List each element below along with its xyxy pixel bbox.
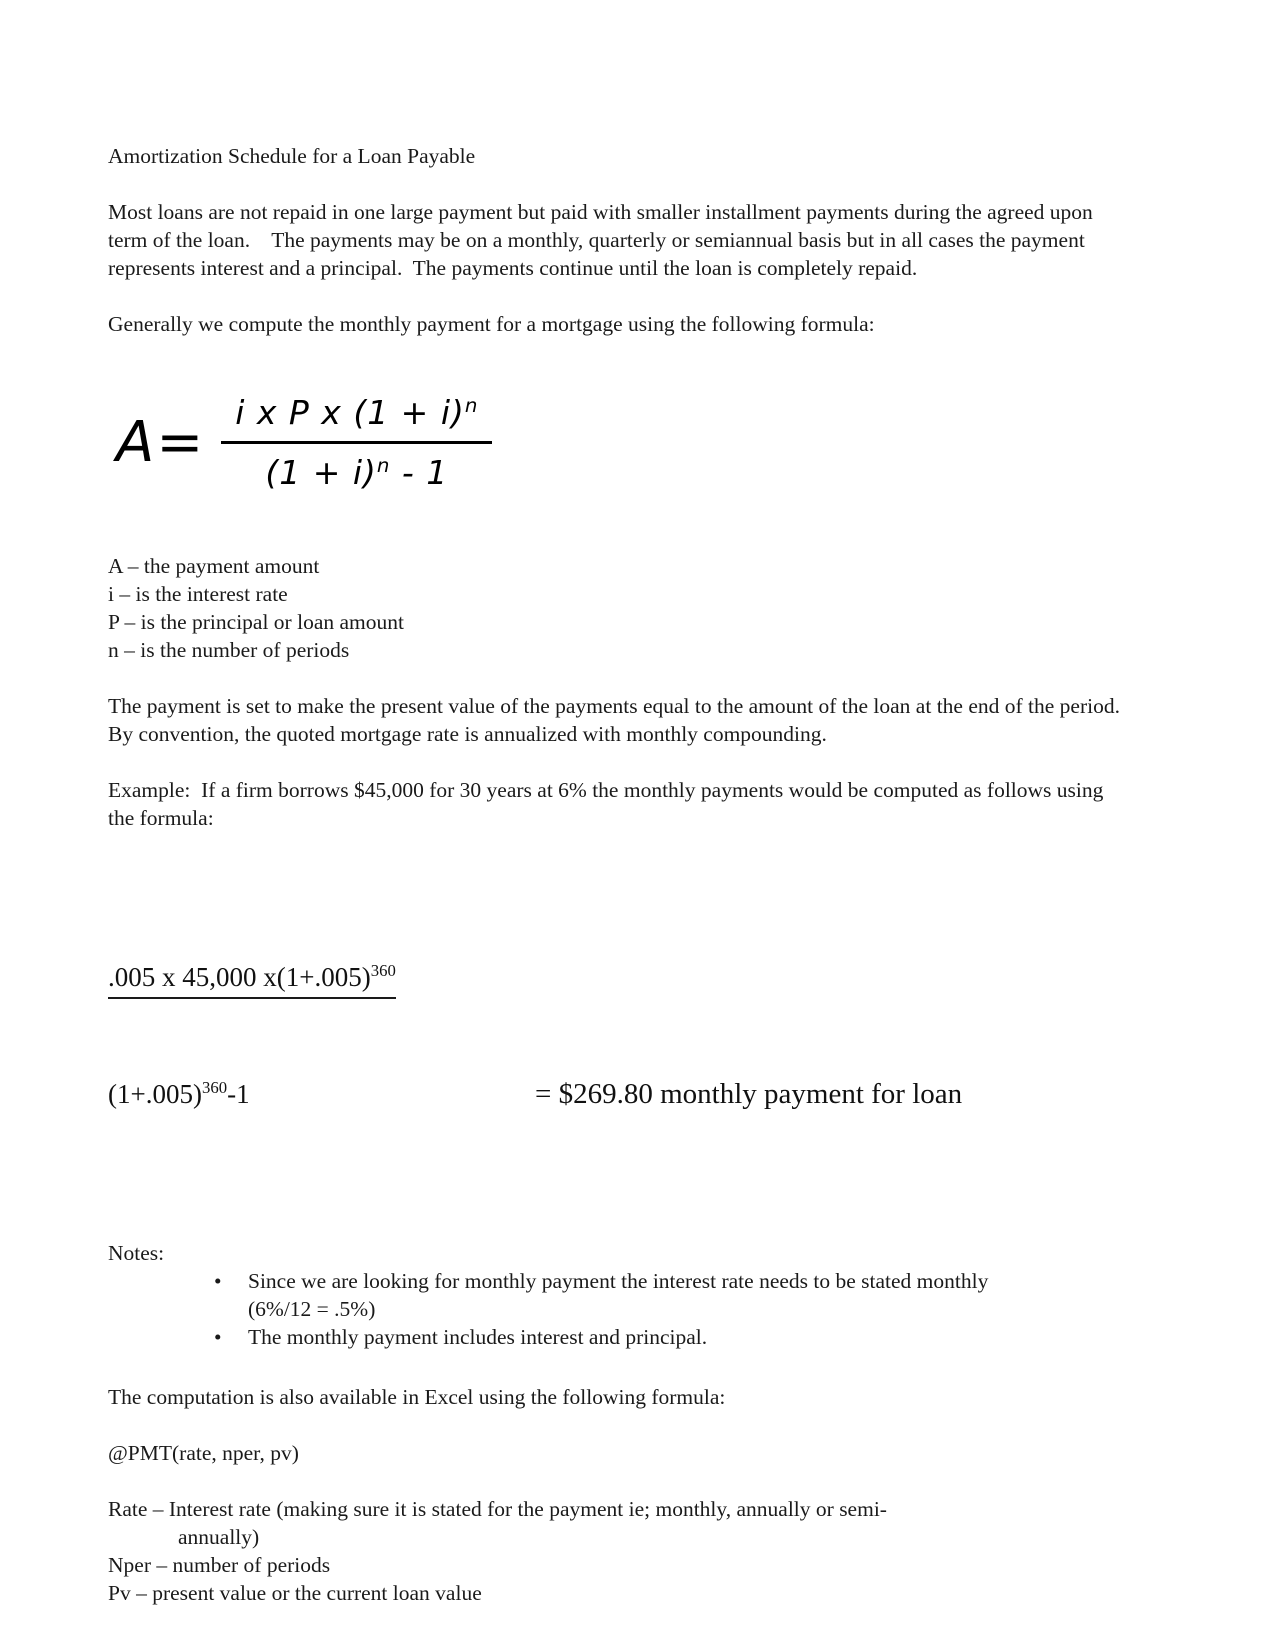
formula-denominator-exponent: n — [376, 454, 391, 477]
formula-denominator-base: (1 + i) — [265, 453, 377, 492]
variable-definitions — [108, 552, 1123, 664]
formula-variable-a: A — [116, 410, 157, 475]
note-item — [108, 1323, 1123, 1351]
note-text: Since we are looking for monthly payment the interest rate needs to be stated monthly (6%/12 = .5%) — [248, 1269, 994, 1321]
formula-equals-sign: = — [156, 410, 206, 475]
nper-definition: Nper – number of periods — [108, 1553, 331, 1577]
excel-formula: @PMT(rate, nper, pv) — [108, 1441, 299, 1465]
payment-note-paragraph: The payment is set to make the present value of the payments equal to the amount of the loan at the end of the period. By convention, the quoted mortgage rate is annualized with monthly compounding. — [108, 694, 1131, 746]
example-denominator — [108, 1075, 535, 1113]
example-calculation — [108, 882, 1123, 1189]
formula-lhs — [116, 410, 205, 475]
formula-numerator-base: i x P x (1 + i) — [235, 393, 465, 432]
excel-note-paragraph: The computation is also available in Excel using the following formula: — [108, 1385, 726, 1409]
document-title: Amortization Schedule for a Loan Payable — [108, 144, 476, 168]
notes-label: Notes: — [108, 1241, 165, 1265]
example-numerator-base: .005 x 45,000 x(1+.005) — [108, 962, 371, 992]
rate-definition-line2: annually) — [178, 1525, 260, 1549]
definition-p: P – is the principal or loan amount — [108, 610, 404, 634]
rate-definition-line1: Rate – Interest rate (making sure it is stated for the payment ie; monthly, annually or semi- — [108, 1497, 887, 1521]
bullet-icon: • — [214, 1325, 222, 1349]
example-numerator — [108, 958, 1123, 999]
definition-i: i – is the interest rate — [108, 582, 288, 606]
example-result: = $269.80 monthly payment for loan — [535, 1078, 963, 1110]
pmt-argument-definitions — [108, 1495, 1123, 1607]
intro-paragraph: Most loans are not repaid in one large payment but paid with smaller installment payments during the agreed upon term of the loan. The payments may be on a monthly, quarterly or semiannual basis but in all cases the payment represents interest and a principal. The payments continue until the loan is completely repaid. — [108, 200, 1099, 280]
example-denominator-row — [108, 1075, 1123, 1113]
example-numerator-exponent: 360 — [370, 961, 396, 980]
notes-list — [108, 1267, 1123, 1351]
mortgage-payment-formula — [116, 393, 1123, 492]
bullet-icon: • — [214, 1269, 222, 1293]
example-denominator-exponent: 360 — [201, 1078, 228, 1097]
formula-denominator-tail: - 1 — [390, 453, 449, 492]
formula-denominator — [221, 444, 492, 492]
example-numerator-underlined — [108, 958, 396, 999]
formula-intro-paragraph: Generally we compute the monthly payment for a mortgage using the following formula: — [108, 312, 875, 336]
formula-numerator-exponent: n — [464, 394, 479, 417]
note-item — [108, 1267, 1123, 1323]
definition-a: A – the payment amount — [108, 554, 320, 578]
example-denominator-tail: -1 — [227, 1079, 250, 1109]
definition-n: n – is the number of periods — [108, 638, 350, 662]
pv-definition: Pv – present value or the current loan value — [108, 1581, 482, 1605]
example-denominator-base: (1+.005) — [108, 1079, 202, 1109]
example-paragraph: Example: If a firm borrows $45,000 for 30 years at 6% the monthly payments would be computed as follows using the formula: — [108, 778, 1109, 830]
formula-fraction — [221, 393, 492, 492]
note-text: The monthly payment includes interest and principal. — [248, 1325, 708, 1349]
formula-numerator — [221, 393, 492, 444]
